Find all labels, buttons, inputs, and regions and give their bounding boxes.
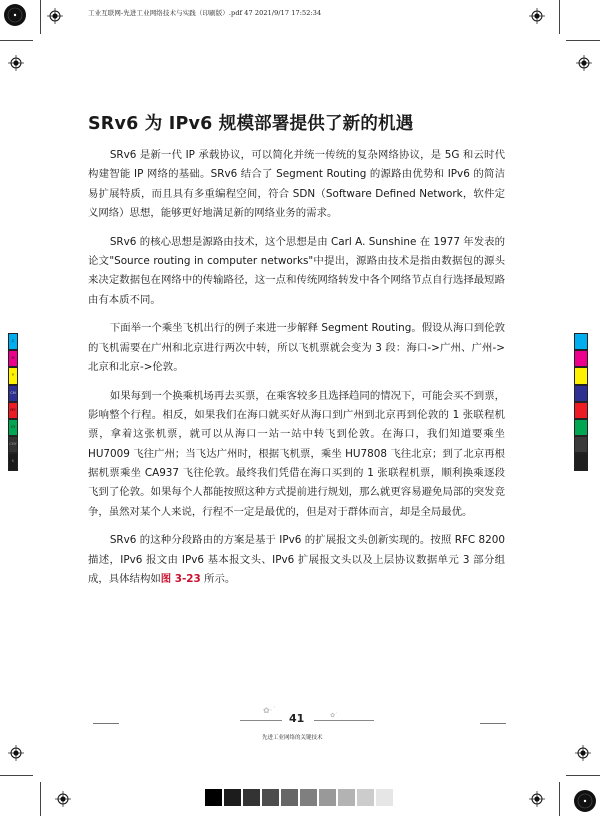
- gray-swatch: [300, 789, 317, 806]
- star-target-icon-bottom-right: [573, 789, 597, 813]
- color-swatch: [574, 385, 588, 402]
- crop-mark: [0, 40, 33, 41]
- color-swatch: M: [8, 350, 18, 367]
- color-swatch: Y: [8, 367, 18, 384]
- registration-mark-icon: [55, 791, 71, 807]
- footer-rule-right: [314, 720, 374, 721]
- gray-swatch: [205, 789, 222, 806]
- dandelion-ornament-icon: ✿˙: [330, 712, 339, 719]
- paragraph: [88, 531, 505, 589]
- crop-mark: [559, 0, 560, 34]
- gray-swatch: [224, 789, 241, 806]
- paragraph: 下面举一个乘坐飞机出行的例子来进一步解释 Segment Routing。假设从海口到伦敦的飞机需要在广州和北京进行两次中转，所以飞机票就会变为 3 段：海口->广州、广州->北京和北京->伦敦。: [88, 322, 505, 373]
- registration-mark-icon: [47, 8, 63, 24]
- grayscale-strip: [205, 789, 395, 806]
- gray-swatch: [338, 789, 355, 806]
- registration-mark-icon: [8, 55, 24, 71]
- registration-mark-icon: [8, 745, 24, 761]
- color-swatch: K: [8, 453, 18, 470]
- registration-mark-icon: [575, 745, 591, 761]
- gray-swatch: [262, 789, 279, 806]
- color-swatch: CM: [8, 385, 18, 402]
- gray-swatch: [281, 789, 298, 806]
- color-swatch: [574, 453, 588, 470]
- gray-swatch: [243, 789, 260, 806]
- star-target-icon: [3, 3, 27, 27]
- color-swatch: CY: [8, 419, 18, 436]
- dandelion-ornament-icon: ✿·˙: [263, 706, 277, 715]
- paragraph: 如果每到一个换乘机场再去买票，在乘客较多且选择趋同的情况下，可能会买不到票，影响整个行程。相反，如果我们在海口就买好从海口到广州到北京再到伦敦的 1 张联程机票，拿着这张机票，就可以从海口一站一站中转飞到伦敦。在海口，我们知道要乘坐 HU7009 飞往广州；当飞达广州时，根据飞机票，乘坐 HU7808 飞往北京；到了北京再根据机票乘坐 CA937 飞往伦敦。最终我们凭借在海口买到的 1 张联程机票，顺利换乘逐段飞到了伦敦。如果每个人都能按照这种方式提前进行规划，那么就更容易避免局部的突发竞争，虽然对某个人来说，行程不一定是最优的，但是对于群体而言，却是全局最优。: [88, 389, 505, 518]
- gray-swatch: [357, 789, 374, 806]
- gray-swatch: [319, 789, 336, 806]
- registration-mark-icon: [576, 55, 592, 71]
- color-swatch: MY: [8, 402, 18, 419]
- crop-mark: [40, 782, 41, 816]
- page-number: 41: [289, 712, 305, 725]
- crop-mark: [566, 40, 600, 41]
- paragraph-text: 所示。: [200, 572, 236, 585]
- crop-mark: [93, 723, 119, 724]
- crop-mark: [559, 782, 560, 816]
- print-slug: 工业互联网-先进工业网络技术与实践（印刷版）.pdf 47 2021/9/17 17:52:34: [88, 9, 322, 17]
- registration-mark-icon: [529, 8, 545, 24]
- color-swatch: [574, 367, 588, 384]
- article-body: [88, 146, 505, 599]
- crop-mark: [40, 0, 41, 34]
- crop-mark: [480, 723, 506, 724]
- color-swatch: CMY: [8, 436, 18, 453]
- running-footer-title: 先进工业网络的关键技术: [262, 735, 323, 741]
- color-swatch: C: [8, 333, 18, 350]
- color-swatch: [574, 333, 588, 350]
- color-bar-left: [8, 333, 18, 471]
- gray-swatch: [376, 789, 393, 806]
- crop-mark: [566, 775, 600, 776]
- paragraph-text: SRv6 的这种分段路由的方案是基于 IPv6 的扩展报文头创新实现的。按照 RFC 8200 描述，IPv6 报文由 IPv6 基本报文头、IPv6 扩展报文头以及上层协议数据单元 3 部分组成，具体结构如: [88, 534, 505, 585]
- footer-rule-left: [240, 720, 282, 721]
- figure-reference-link[interactable]: 图 3-23: [160, 572, 201, 585]
- color-swatch: [574, 436, 588, 453]
- color-swatch: [574, 402, 588, 419]
- paragraph: SRv6 的核心思想是源路由技术，这个思想是由 Carl A. Sunshine 在 1977 年发表的论文"Source routing in computer networks"中提出，源路由技术是指由数据包的源头来决定数据包在网络中的传输路径，这一点和传统网络转发中各个网络节点自行选择最短路由有本质不同。: [88, 235, 505, 306]
- paragraph: SRv6 是新一代 IP 承载协议，可以简化并统一传统的复杂网络协议，是 5G 和云时代构建智能 IP 网络的基础。SRv6 结合了 Segment Routing 的源路由优势和 IPv6 的简洁易扩展特质，而且具有多重编程空间，符合 SDN（Software Defined Network，软件定义网络）思想，能够更好地满足新的网络业务的需求。: [88, 149, 505, 219]
- crop-mark: [0, 775, 33, 776]
- color-swatch: [574, 419, 588, 436]
- section-title: SRv6 为 IPv6 规模部署提供了新的机遇: [88, 114, 414, 134]
- registration-mark-icon: [529, 791, 545, 807]
- color-swatch: [574, 350, 588, 367]
- color-bar-right: [574, 333, 588, 471]
